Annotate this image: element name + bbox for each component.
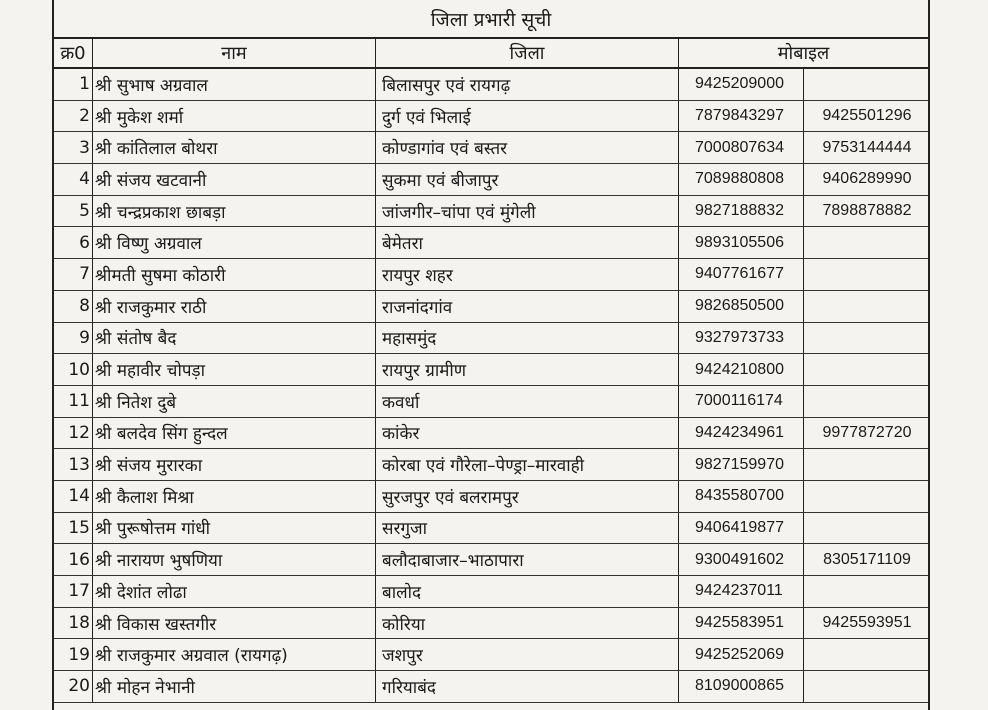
row-mobile-primary: 9827159970: [679, 449, 804, 480]
row-district: दुर्ग एवं भिलाई: [376, 101, 679, 132]
row-district: बालोद: [376, 576, 679, 607]
row-number: 15: [54, 513, 93, 544]
header-row: [54, 39, 928, 69]
row-number: 12: [54, 418, 93, 449]
row-number: 17: [54, 576, 93, 607]
row-district: गरियाबंद: [376, 671, 679, 702]
row-district: रायपुर ग्रामीण: [376, 354, 679, 385]
row-mobile-secondary: [804, 386, 928, 417]
row-name: श्री मुकेश शर्मा: [93, 101, 376, 132]
row-district: कवर्धा: [376, 386, 679, 417]
row-mobile-primary: 9425583951: [679, 608, 804, 639]
row-name: श्री देशांत लोढा: [93, 576, 376, 607]
table-title: जिला प्रभारी सूची: [54, 0, 928, 39]
row-district: जशपुर: [376, 639, 679, 670]
row-mobile-secondary: [804, 259, 928, 290]
row-mobile-primary: 7879843297: [679, 101, 804, 132]
row-district: सरगुजा: [376, 513, 679, 544]
row-number: 7: [54, 259, 93, 290]
row-mobile-secondary: [804, 671, 928, 702]
row-number: 3: [54, 132, 93, 163]
table-row: [54, 639, 928, 671]
row-name: श्री सुभाष अग्रवाल: [93, 69, 376, 100]
table-row: [54, 544, 928, 576]
row-mobile-primary: 9827188832: [679, 196, 804, 227]
row-name: श्री संजय खटवानी: [93, 164, 376, 195]
row-name: श्री नितेश दुबे: [93, 386, 376, 417]
table-row: [54, 481, 928, 513]
row-name: श्री मोहन नेभानी: [93, 671, 376, 702]
row-number: 14: [54, 481, 93, 512]
row-number: 4: [54, 164, 93, 195]
row-name: श्री कैलाश मिश्रा: [93, 481, 376, 512]
row-mobile-primary: 9300491602: [679, 544, 804, 575]
row-number: 6: [54, 227, 93, 258]
row-mobile-secondary: 9425501296: [822, 107, 912, 125]
table-row: [54, 608, 928, 640]
row-name: श्री कांतिलाल बोथरा: [93, 132, 376, 163]
row-name: श्री नारायण भुषणिया: [93, 544, 376, 575]
row-number: 19: [54, 639, 93, 670]
row-name: श्री चन्द्रप्रकाश छाबड़ा: [93, 196, 376, 227]
row-mobile-secondary: [804, 576, 928, 607]
district-incharge-table: [52, 0, 930, 710]
table-body: [54, 69, 928, 703]
row-name: श्री बलदेव सिंग हुन्दल: [93, 418, 376, 449]
table-row: [54, 671, 928, 703]
row-name: श्री महावीर चोपड़ा: [93, 354, 376, 385]
table-row: [54, 259, 928, 291]
row-district: महासमुंद: [376, 323, 679, 354]
row-district: सुरजपुर एवं बलरामपुर: [376, 481, 679, 512]
row-mobile-secondary: 9425593951: [822, 614, 912, 632]
row-district: रायपुर शहर: [376, 259, 679, 290]
row-number: 16: [54, 544, 93, 575]
row-district: जांजगीर–चांपा एवं मुंगेली: [376, 196, 679, 227]
header-district: जिला: [376, 39, 679, 67]
row-mobile-secondary: [804, 69, 928, 100]
table-row: [54, 291, 928, 323]
row-district: कोण्डागांव एवं बस्तर: [376, 132, 679, 163]
row-district: बलौदाबाजार–भाठापारा: [376, 544, 679, 575]
row-mobile-primary: 9407761677: [679, 259, 804, 290]
row-mobile-primary: 7000116174: [679, 386, 804, 417]
row-mobile-secondary: [804, 639, 928, 670]
row-name: श्रीमती सुषमा कोठारी: [93, 259, 376, 290]
row-mobile-secondary: 8305171109: [823, 550, 911, 568]
row-number: 20: [54, 671, 93, 702]
table-row: [54, 227, 928, 259]
row-name: श्री राजकुमार अग्रवाल (रायगढ़): [93, 639, 376, 670]
row-mobile-primary: 7000807634: [679, 132, 804, 163]
row-mobile-primary: 9424210800: [679, 354, 804, 385]
table-row: [54, 449, 928, 481]
row-number: 5: [54, 196, 93, 227]
row-number: 10: [54, 354, 93, 385]
header-mobile: मोबाइल: [777, 43, 830, 64]
row-mobile-secondary: 9753144444: [822, 138, 912, 156]
table-row: [54, 101, 928, 133]
row-mobile-primary: 9893105506: [679, 227, 804, 258]
header-no: क्र0: [54, 39, 93, 67]
row-mobile-primary: 8435580700: [679, 481, 804, 512]
row-mobile-primary: 9826850500: [679, 291, 804, 322]
row-district: कांकेर: [376, 418, 679, 449]
header-name: नाम: [93, 39, 376, 67]
table-row: [54, 323, 928, 355]
row-mobile-secondary: [804, 481, 928, 512]
row-number: 18: [54, 608, 93, 639]
row-mobile-primary: 7089880808: [679, 164, 804, 195]
row-district: बेमेतरा: [376, 227, 679, 258]
row-mobile-secondary: [804, 513, 928, 544]
row-mobile-secondary: [804, 449, 928, 480]
row-mobile-primary: 9424237011: [679, 576, 804, 607]
table-row: [54, 354, 928, 386]
row-mobile-secondary: [804, 323, 928, 354]
row-name: श्री विकास खस्तगीर: [93, 608, 376, 639]
row-number: 11: [54, 386, 93, 417]
table-row: [54, 164, 928, 196]
row-number: 1: [54, 69, 93, 100]
row-number: 8: [54, 291, 93, 322]
table-row: [54, 386, 928, 418]
row-mobile-secondary: [804, 354, 928, 385]
row-name: श्री संजय मुरारका: [93, 449, 376, 480]
row-name: श्री पुरूषोत्तम गांधी: [93, 513, 376, 544]
table-row: [54, 69, 928, 101]
row-mobile-primary: 9406419877: [679, 513, 804, 544]
row-number: 13: [54, 449, 93, 480]
row-mobile-secondary: [804, 227, 928, 258]
row-number: 9: [54, 323, 93, 354]
row-mobile-primary: 9425252069: [679, 639, 804, 670]
table-row: [54, 418, 928, 450]
row-district: कोरबा एवं गौरेला–पेण्ड्रा–मारवाही: [376, 449, 679, 480]
row-mobile-primary: 8109000865: [679, 671, 804, 702]
row-mobile-secondary: 9406289990: [822, 170, 912, 188]
row-mobile-secondary: 9977872720: [822, 423, 912, 441]
table-row: [54, 576, 928, 608]
row-district: राजनांदगांव: [376, 291, 679, 322]
table-row: [54, 132, 928, 164]
row-mobile-secondary: 7898878882: [822, 202, 912, 220]
row-mobile-primary: 9327973733: [679, 323, 804, 354]
row-mobile-primary: 9424234961: [679, 418, 804, 449]
table-row: [54, 196, 928, 228]
table-row: [54, 513, 928, 545]
row-name: श्री विष्णु अग्रवाल: [93, 227, 376, 258]
row-mobile-primary: 9425209000: [679, 69, 804, 100]
row-mobile-secondary: [804, 291, 928, 322]
row-district: बिलासपुर एवं रायगढ़: [376, 69, 679, 100]
row-number: 2: [54, 101, 93, 132]
row-name: श्री राजकुमार राठी: [93, 291, 376, 322]
row-district: कोरिया: [376, 608, 679, 639]
row-district: सुकमा एवं बीजापुर: [376, 164, 679, 195]
row-name: श्री संतोष बैद: [93, 323, 376, 354]
